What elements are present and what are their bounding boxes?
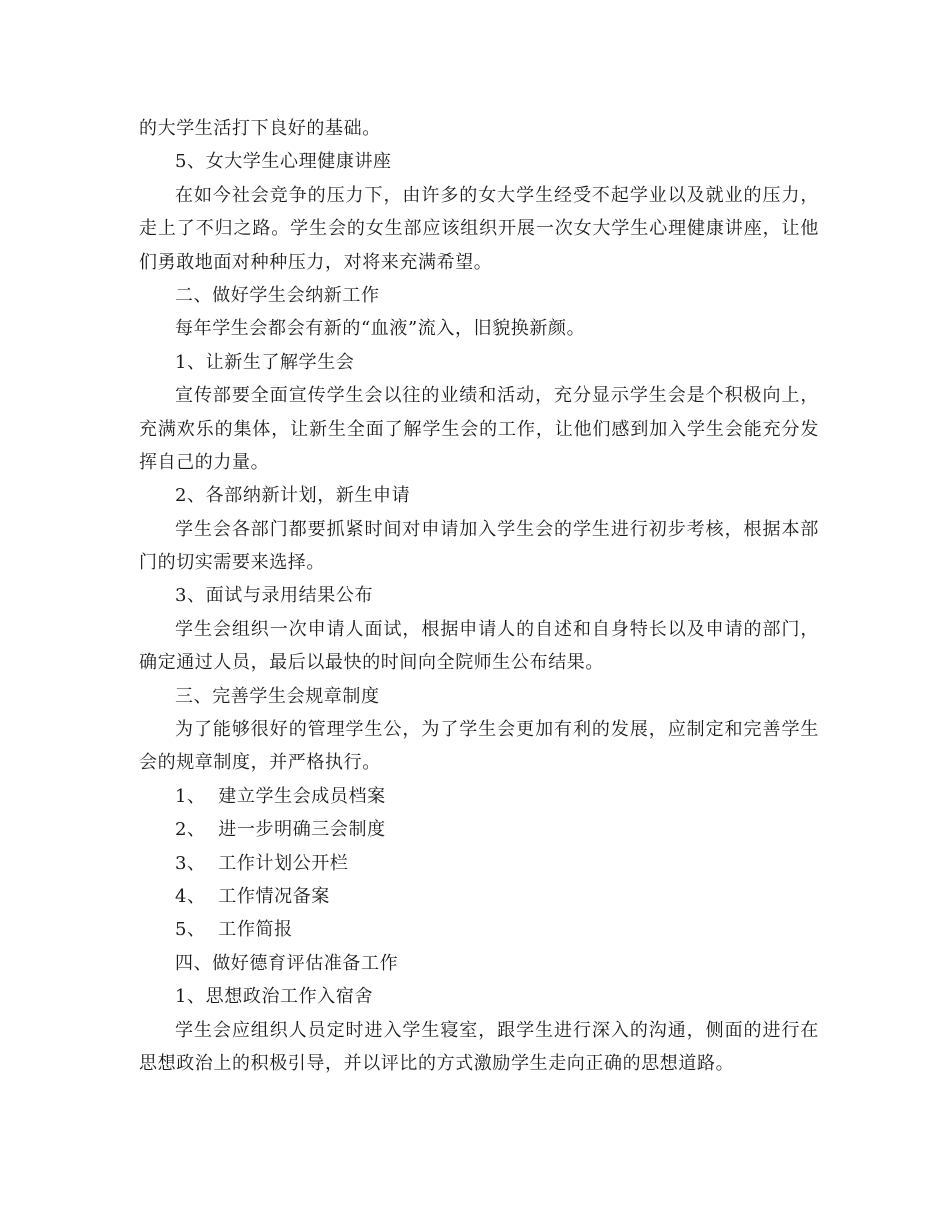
section-heading: 3、面试与录用结果公布 — [175, 585, 374, 607]
paragraph-line: 们勇敢地面对种种压力，对将来充满希望。 — [139, 251, 493, 273]
paragraph-line: 为了能够很好的管理学生公，为了学生会更加有利的发展，应制定和完善学生 — [175, 719, 819, 741]
paragraph-line: 确定通过人员，最后以最快的时间向全院师生公布结果。 — [139, 652, 604, 674]
paragraph-line: 走上了不归之路。学生会的女生部应该组织开展一次女大学生心理健康讲座，让他 — [139, 218, 819, 240]
paragraph-line: 学生会组织一次申请人面试，根据申请人的自述和自身特长以及申请的部门， — [175, 618, 819, 640]
section-heading: 1、思想政治工作入宿舍 — [175, 986, 374, 1008]
paragraph-line: 每年学生会都会有新的“血液”流入，旧貌换新颜。 — [175, 318, 586, 340]
paragraph-line: 学生会各部门都要抓紧时间对申请加入学生会的学生进行初步考核，根据本部 — [175, 518, 819, 540]
paragraph-line: 挥自己的力量。 — [139, 451, 270, 473]
document-body — [139, 112, 819, 1080]
section-heading: 2、各部纳新计划，新生申请 — [175, 485, 411, 507]
paragraph-line: 门的切实需要来选择。 — [139, 552, 325, 574]
list-item: 4、 工作情况备案 — [175, 885, 330, 907]
list-item: 2、 进一步明确三会制度 — [175, 819, 386, 841]
paragraph-line: 宣传部要全面宣传学生会以往的业绩和活动，充分显示学生会是个积极向上， — [175, 385, 819, 407]
paragraph-line: 在如今社会竞争的压力下，由许多的女大学生经受不起学业以及就业的压力， — [175, 184, 819, 206]
list-item: 3、 工作计划公开栏 — [175, 852, 349, 874]
paragraph-line: 学生会应组织人员定时进入学生寝室，跟学生进行深入的沟通，侧面的进行在 — [175, 1019, 819, 1041]
list-item: 1、 建立学生会成员档案 — [175, 785, 386, 807]
section-heading: 二、做好学生会纳新工作 — [175, 284, 380, 306]
section-heading: 1、让新生了解学生会 — [175, 351, 355, 373]
section-heading: 四、做好德育评估准备工作 — [175, 952, 399, 974]
paragraph-line: 充满欢乐的集体，让新生全面了解学生会的工作，让他们感到加入学生会能充分发 — [139, 418, 819, 440]
paragraph-line: 会的规章制度，并严格执行。 — [139, 752, 381, 774]
paragraph-line: 思想政治上的积极引导，并以评比的方式激励学生走向正确的思想道路。 — [139, 1052, 735, 1074]
section-heading: 三、完善学生会规章制度 — [175, 685, 380, 707]
list-item: 5、 工作简报 — [175, 919, 293, 941]
section-heading: 5、女大学生心理健康讲座 — [175, 151, 392, 173]
paragraph-line: 的大学生活打下良好的基础。 — [139, 118, 381, 139]
